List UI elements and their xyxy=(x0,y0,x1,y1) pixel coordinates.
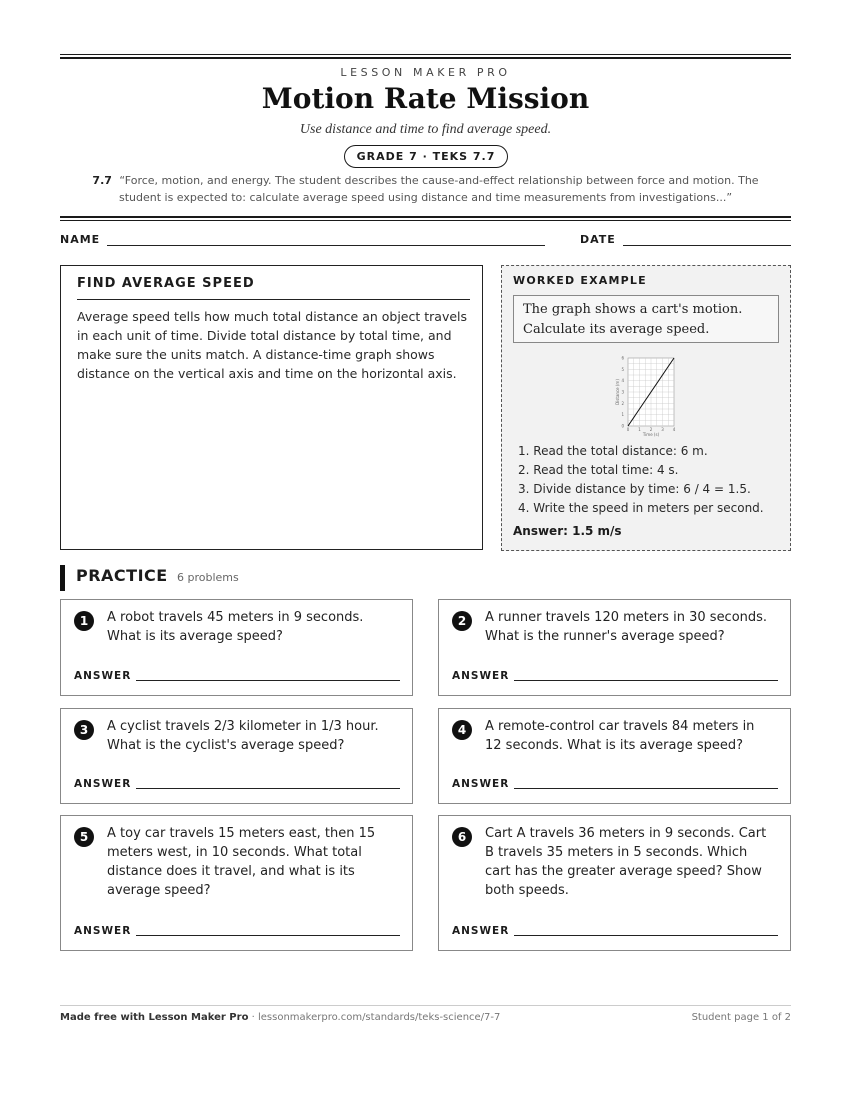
x-tick-label: 4 xyxy=(672,427,676,432)
worked-example-heading: WORKED EXAMPLE xyxy=(513,274,647,287)
answer-label: ANSWER xyxy=(74,778,132,790)
footer-credit xyxy=(60,1012,500,1023)
distance-time-chart xyxy=(610,352,680,442)
step-item: 1. Read the total distance: 6 m. xyxy=(518,444,708,458)
problem-number: 3 xyxy=(74,720,94,740)
footer-rule xyxy=(60,1005,791,1006)
answer-label: ANSWER xyxy=(452,778,510,790)
y-tick-label: 6 xyxy=(621,355,624,361)
y-tick-label: 0 xyxy=(621,423,624,429)
answer-field[interactable] xyxy=(514,680,778,681)
worked-example-prompt: The graph shows a cart's motion. Calculate its average speed. xyxy=(513,295,779,343)
footer-page-number: Student page 1 of 2 xyxy=(691,1012,791,1023)
x-axis-label: Time (s) xyxy=(642,432,660,437)
problem-text: A toy car travels 15 meters east, then 15 meters west, in 10 seconds. What total distance does it travel, and what is its average speed? xyxy=(107,826,376,898)
x-tick-label: 3 xyxy=(661,427,664,432)
y-tick-label: 5 xyxy=(621,366,624,372)
standard-statement xyxy=(70,172,781,206)
practice-count: 6 problems xyxy=(177,571,239,584)
footer-url[interactable]: · lessonmakerpro.com/standards/teks-science/7-7 xyxy=(248,1012,501,1023)
worked-example-box xyxy=(501,265,791,551)
problem-card-1 xyxy=(60,599,413,696)
problem-number: 1 xyxy=(74,611,94,631)
answer-field[interactable] xyxy=(136,935,400,936)
answer-field[interactable] xyxy=(136,680,400,681)
x-tick-label: 0 xyxy=(626,427,630,432)
standard-text: “Force, motion, and energy. The student describes the cause-and-effect relationship between force and motion. The student is expected to: calculate average speed using distance and time measurements from investigations...” xyxy=(118,174,759,204)
problem-card-4 xyxy=(438,708,791,804)
top-rule xyxy=(60,54,791,55)
concept-heading: FIND AVERAGE SPEED xyxy=(77,276,255,291)
y-tick-label: 2 xyxy=(621,400,624,406)
problem-number: 5 xyxy=(74,827,94,847)
step-item: 3. Divide distance by time: 6 / 4 = 1.5. xyxy=(518,482,751,496)
answer-field[interactable] xyxy=(136,788,400,789)
y-tick-label: 4 xyxy=(621,378,624,384)
step-item: 2. Read the total time: 4 s. xyxy=(518,463,679,477)
step-item: 4. Write the speed in meters per second. xyxy=(518,501,764,515)
x-tick-label: 1 xyxy=(638,427,641,432)
y-axis-label: Distance (m) xyxy=(615,379,620,405)
problem-text: A cyclist travels 2/3 kilometer in 1/3 hour. What is the cyclist's average speed? xyxy=(107,719,379,753)
name-field[interactable] xyxy=(107,245,545,246)
header-rule xyxy=(60,220,791,221)
concept-box xyxy=(60,265,483,550)
concept-body: Average speed tells how much total distance an object travels in each unit of time. Divide total distance by total time, and make sure the units match. A distance-time graph shows distance on the vertical axis and time on the horizontal axis. xyxy=(77,309,468,381)
problem-card-5 xyxy=(60,815,413,951)
problem-number: 2 xyxy=(452,611,472,631)
problem-number: 6 xyxy=(452,827,472,847)
y-tick-label: 3 xyxy=(621,389,624,395)
answer-field[interactable] xyxy=(514,935,778,936)
worked-example-steps xyxy=(507,442,764,518)
problem-text: A runner travels 120 meters in 30 seconds. What is the runner's average speed? xyxy=(485,610,768,644)
page-title: Motion Rate Mission xyxy=(261,82,590,115)
answer-label: ANSWER xyxy=(74,670,132,682)
header-rule-thick xyxy=(60,216,791,218)
top-rule-thick xyxy=(60,57,791,59)
standard-code: 7.7 xyxy=(92,174,112,187)
answer-label: ANSWER xyxy=(452,670,510,682)
grade-badge: GRADE 7 · TEKS 7.7 xyxy=(344,145,508,168)
x-tick-label: 2 xyxy=(649,427,653,432)
footer-brand: Made free with Lesson Maker Pro xyxy=(60,1012,249,1023)
name-label: NAME xyxy=(60,233,101,246)
problem-number: 4 xyxy=(452,720,472,740)
problem-text: Cart A travels 36 meters in 9 seconds. Cart B travels 35 meters in 5 seconds. Which cart has the greater average speed? Show both speeds. xyxy=(485,826,767,898)
page-subtitle: Use distance and time to find average speed. xyxy=(299,122,552,137)
problem-card-3 xyxy=(60,708,413,804)
date-label: DATE xyxy=(580,233,616,246)
brand-name: LESSON MAKER PRO xyxy=(340,66,511,79)
problem-text: A robot travels 45 meters in 9 seconds. What is its average speed? xyxy=(107,610,364,644)
problem-card-6 xyxy=(438,815,791,951)
date-field[interactable] xyxy=(623,245,791,246)
answer-field[interactable] xyxy=(514,788,778,789)
worksheet-page xyxy=(60,0,791,1100)
problem-card-2 xyxy=(438,599,791,696)
worked-example-answer: Answer: 1.5 m/s xyxy=(513,524,622,538)
problem-text: A remote-control car travels 84 meters in 12 seconds. What is its average speed? xyxy=(485,719,755,753)
practice-accent-bar xyxy=(60,565,65,591)
answer-label: ANSWER xyxy=(452,925,510,937)
practice-title: PRACTICE xyxy=(76,566,168,585)
concept-divider xyxy=(77,299,470,300)
answer-label: ANSWER xyxy=(74,925,132,937)
y-tick-label: 1 xyxy=(621,412,624,418)
